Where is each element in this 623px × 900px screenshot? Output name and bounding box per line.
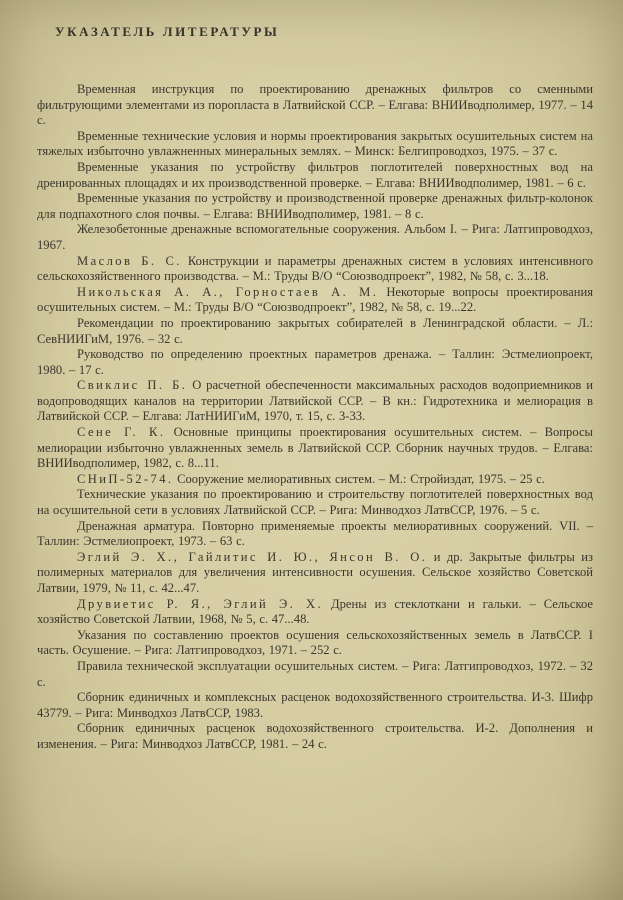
entry-text: Временные указания по устройству и производственной проверке дренажных фильтр-колонок для подпахотного слоя почвы. – Елгава: ВНИИводполимер, 1981. – 8 с. [37,191,593,221]
entry-author: Сене Г. К. [77,425,166,440]
entry-text: Дрены из стеклоткани и гальки. – Сельское хозяйство Советской Латвии, 1968, № 5, с. 47...48. [37,596,593,627]
entry-author: Никольская А. А., Горностаев А. М. [77,284,379,299]
bibliography-entry [37,191,593,222]
entry-author: СНиП-52-74. [77,471,174,486]
entry-text: Сборник единичных и комплексных расценок водохозяйственного строительства. И-3. Шифр 43779. – Рига: Минводхоз ЛатвССР, 1983. [37,690,593,720]
bibliography-entry [37,550,593,597]
bibliography-entry [37,254,593,285]
bibliography-entry [37,316,593,347]
bibliography-entry [37,378,593,425]
bibliography-entry [37,659,593,690]
entry-author: Маслов Б. С. [77,253,182,268]
bibliography-entry [37,690,593,721]
bibliography-entry [37,82,593,129]
entry-author: Свиклис П. Б. [77,378,188,393]
bibliography-entry [37,222,593,253]
bibliography-entry [37,597,593,628]
entry-text: Технические указания по проектированию и строительству поглотителей поверхностных вод на осушительной сети в условиях Латвийской ССР. – Рига: Минводхоз ЛатвССР, 1976. – 5 с. [37,487,593,518]
entry-text: Сборник единичных расценок водохозяйственного строительства. И-2. Дополнения и изменения. – Рига: Минводхоз ЛатвССР, 1981. – 24 с. [37,721,593,751]
bibliography-entry [37,285,593,316]
entry-text: Некоторые вопросы проектирования осушительных систем. – М.: Труды В/О “Союзводпроект”, 1982, № 58, с. 19...22. [37,284,594,315]
entry-text: Конструкции и параметры дренажных систем в условиях интенсивного сельскохозяйственного производства. – М.: Труды В/О “Союзводпроект”, 1982, № 58, с. 3...18. [37,253,594,284]
bibliography-entry [37,425,593,472]
entry-text: Основные принципы проектирования осушительных систем. – Вопросы мелиорации избыточно увлажненных земель в Латвийской ССР. Сборник научных трудов. – Елгава: ВНИИводполимер, 1982, с. 8...11. [37,425,594,471]
entry-text: Временные технические условия и нормы проектирования закрытых осушительных систем на тяжелых избыточно увлажненных минеральных землях. – Минск: Белгипроводхоз, 1975. – 37 с. [37,128,593,159]
entry-author: Эглий Э. Х., Гайлитис И. Ю., Янсон В. О. [77,549,428,564]
bibliography-entry [37,160,593,191]
page-title: УКАЗАТЕЛЬ ЛИТЕРАТУРЫ [55,24,280,39]
entry-text: Правила технической эксплуатации осушительных систем. – Рига: Латгипроводхоз, 1972. – 32 с. [37,658,593,689]
entry-author: Друвиетис Р. Я., Эглий Э. Х. [77,596,324,611]
entry-text: О расчетной обеспеченности максимальных расходов водоприемников и водопроводящих каналов на территории Латвийской ССР. – В кн.: Гидротехника и мелиорация в Латвийской ССР. – Елгава: ЛатНИИГиМ, 1970, т. 15, с. 3-33. [37,378,593,424]
bibliography-list [37,82,593,753]
entry-text: Железобетонные дренажные вспомогательные сооружения. Альбом I. – Рига: Латгипроводхоз, 1967. [37,222,593,252]
bibliography-entry [37,129,593,160]
entry-text: Сооружение мелиоративных систем. – М.: Стройиздат, 1975. – 25 с. [177,471,545,486]
bibliography-entry [37,519,593,550]
bibliography-entry [37,721,593,752]
entry-text: Временные указания по устройству фильтров поглотителей поверхностных вод на дренированных площадях и их производственной проверке. – Елгава: ВНИИводполимер, 1981. – 6 с. [37,159,593,190]
entry-text: Указания по составлению проектов осушения сельскохозяйственных земель в ЛатвССР. I часть. Осушение. – Рига: Латгипроводхоз, 1971. – 252 с. [37,627,593,658]
entry-text: Дренажная арматура. Повторно применяемые проекты мелиоративных сооружений. VII. – Таллин: Эстмелиопроект, 1973. – 63 с. [37,518,593,549]
entry-text: Руководство по определению проектных параметров дренажа. – Таллин: Эстмелиопроект, 1980. – 17 с. [37,347,593,377]
entry-text: Временная инструкция по проектированию дренажных фильтров со сменными фильтрующими элементами из поропласта в Латвийской ССР. – Елгава: ВНИИводполимер, 1977. – 14 с. [37,82,593,128]
entry-text: и др. Закрытые фильтры из полимерных материалов для увеличения интенсивности осушения. Сельское хозяйство Советской Латвии, 1979, № 11, с. 42...47. [37,549,593,595]
bibliography-entry [37,487,593,518]
bibliography-entry [37,628,593,659]
bibliography-entry [37,347,593,378]
page-content [37,20,593,870]
entry-text: Рекомендации по проектированию закрытых собирателей в Ленинградской области. – Л.: СевНИИГиМ, 1976. – 32 с. [37,315,593,346]
bibliography-entry [37,472,593,488]
